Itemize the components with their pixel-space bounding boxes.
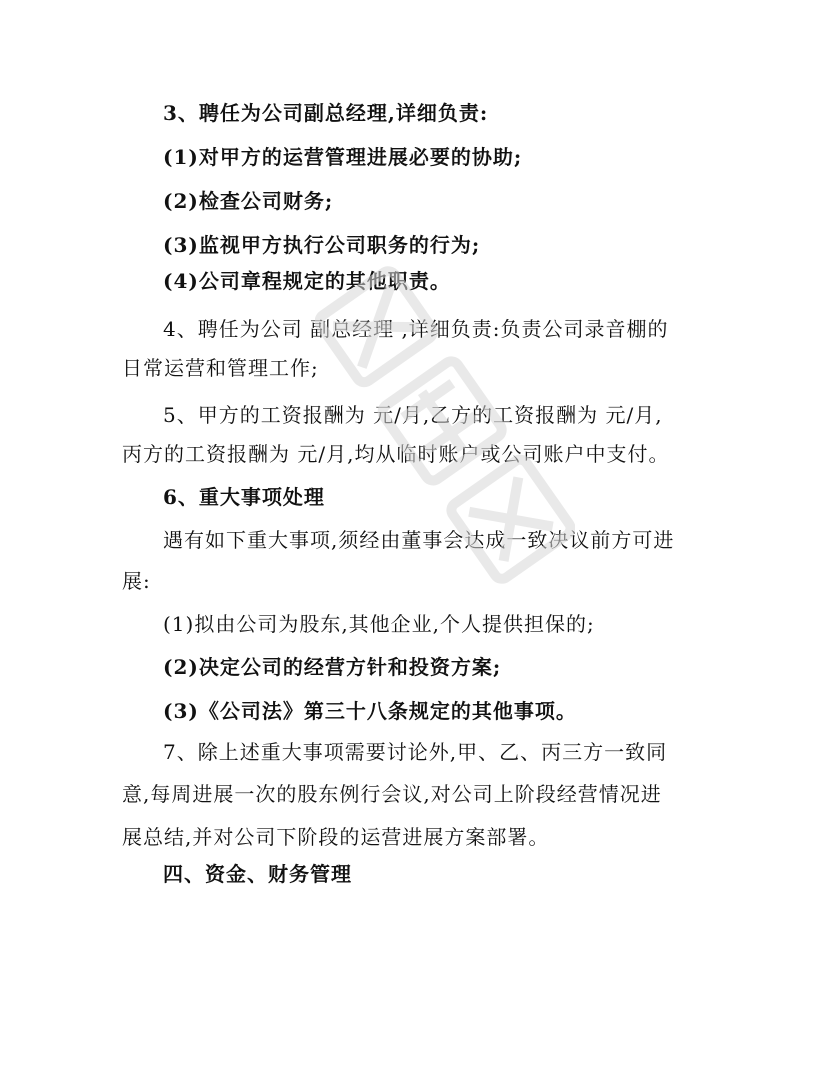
clause-4-line-2: 日常运营和管理工作; bbox=[122, 356, 319, 380]
clause-6-intro-line-2: 展: bbox=[122, 569, 151, 593]
clause-5-line-2: 丙方的工资报酬为 元/月,均从临时账户或公司账户中支付。 bbox=[122, 442, 670, 466]
clause-6-item-1: (1)拟由公司为股东,其他企业,个人提供担保的; bbox=[163, 612, 595, 636]
clause-6-item-3: (3)《公司法》第三十八条规定的其他事项。 bbox=[163, 699, 577, 723]
clause-7-line-3: 展总结,并对公司下阶段的运营进展方案部署。 bbox=[122, 825, 550, 849]
clause-3-item-4: (4)公司章程规定的其他职责。 bbox=[163, 269, 451, 293]
section-4-heading: 四、资金、财务管理 bbox=[163, 862, 352, 886]
clause-7-line-1: 7、除上述重大事项需要讨论外,甲、乙、丙三方一致同 bbox=[163, 740, 668, 764]
clause-4-line-1: 4、聘任为公司 副总经理 ,详细负责:负责公司录音棚的 bbox=[163, 317, 669, 341]
clause-5-line-1: 5、甲方的工资报酬为 元/月,乙方的工资报酬为 元/月, bbox=[163, 403, 663, 427]
clause-7-line-2: 意,每周进展一次的股东例行会议,对公司上阶段经营情况进 bbox=[122, 782, 662, 806]
clause-3-item-1: (1)对甲方的运营管理进展必要的协助; bbox=[163, 145, 523, 169]
clause-6-item-2: (2)决定公司的经营方针和投资方案; bbox=[163, 655, 502, 679]
clause-3-heading: 3、聘任为公司副总经理,详细负责: bbox=[163, 101, 489, 125]
clause-6-heading: 6、重大事项处理 bbox=[163, 485, 325, 509]
clause-6-intro-line-1: 遇有如下重大事项,须经由董事会达成一致决议前方可进 bbox=[163, 528, 675, 552]
clause-3-item-3: (3)监视甲方执行公司职务的行为; bbox=[163, 233, 481, 257]
clause-3-item-2: (2)检查公司财务; bbox=[163, 189, 334, 213]
